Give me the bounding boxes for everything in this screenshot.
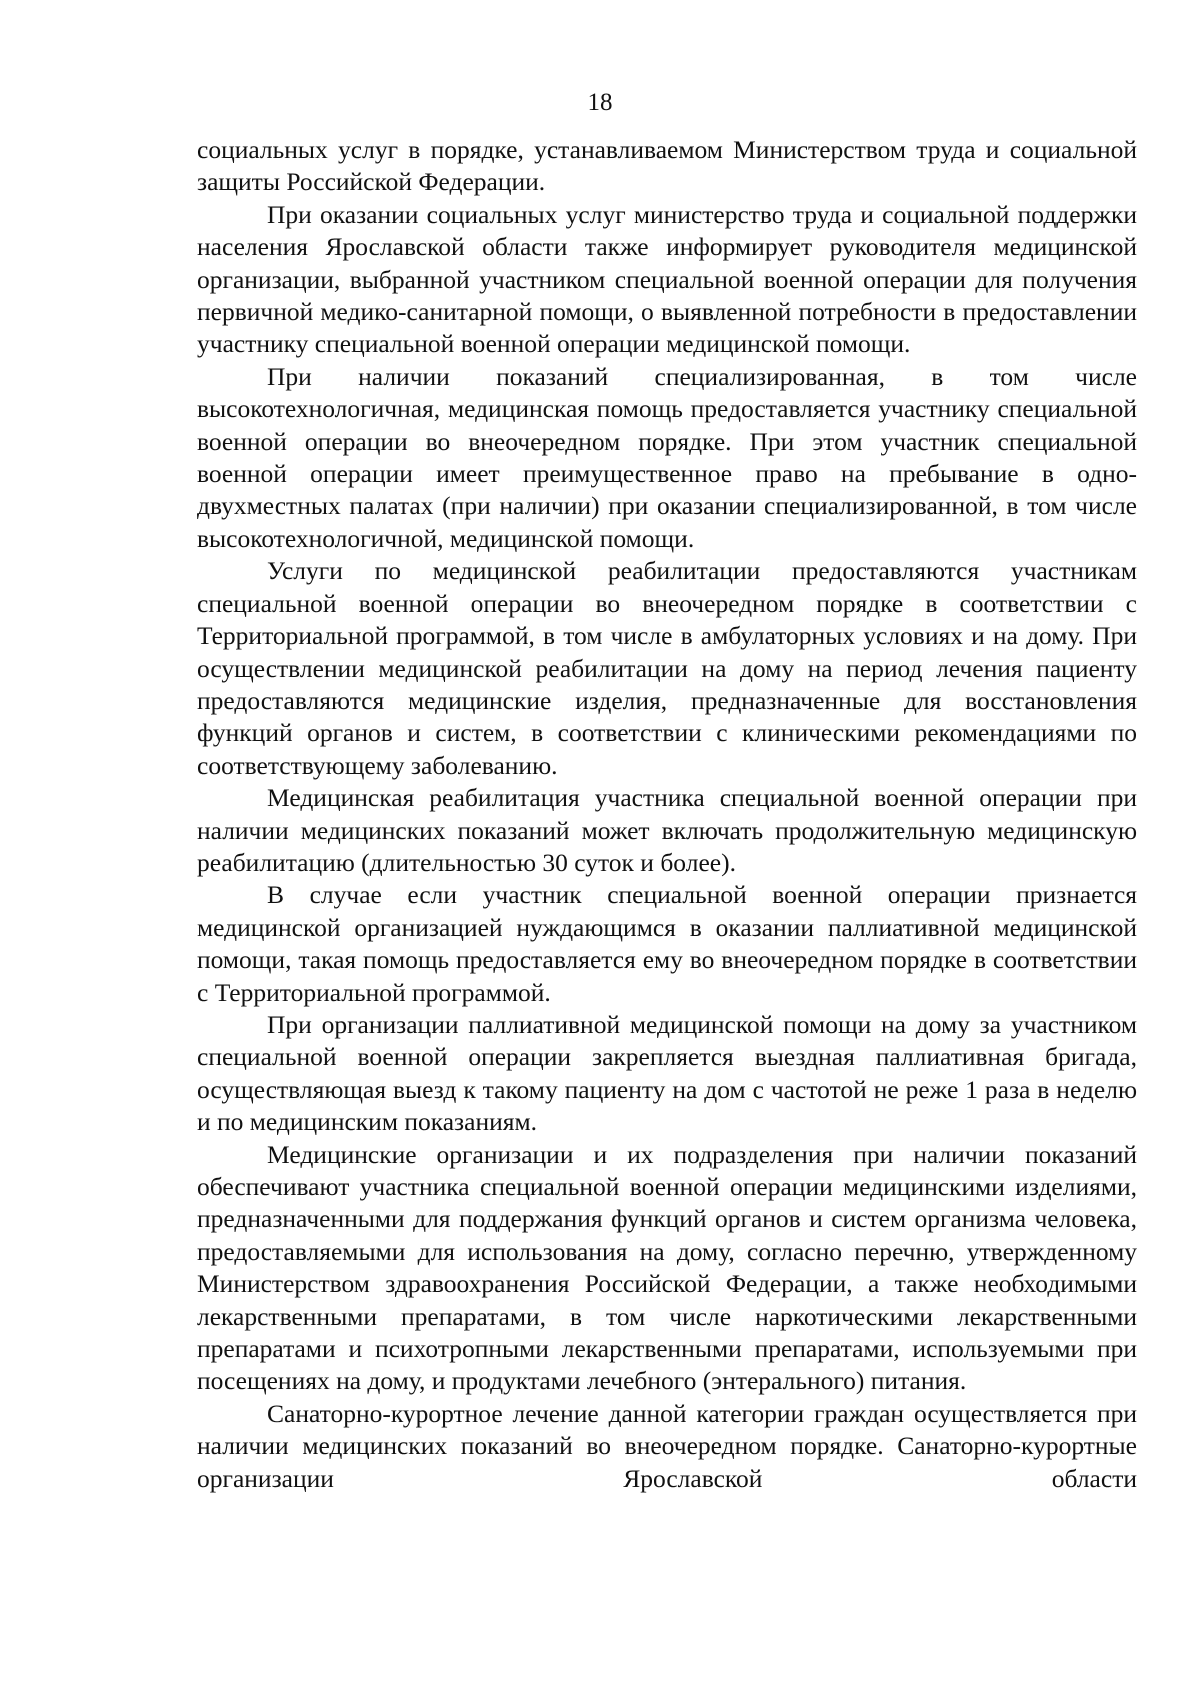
paragraph-rehabilitation-services: Услуги по медицинской реабилитации предоставляются участникам специальной военной операции во внеочередном порядке в соответствии с Территориальной программой, в том числе в амбулаторных условиях и на дому. При осуществлении медицинской реабилитации на дому на период лечения пациенту предоставляются медицинские изделия, предназначенные для восстановления функций органов и систем, в соответствии с клиническими рекомендациями по соответствующему заболеванию. <box>197 556 1137 780</box>
paragraph-palliative-home-team: При организации паллиативной медицинской помощи на дому за участником специальной военной операции закрепляется выездная паллиативная бригада, осуществляющая выезд к такому пациенту на дом с частотой не реже 1 раза в неделю и по медицинским показаниям. <box>197 1009 1137 1137</box>
paragraph-palliative-care: В случае если участник специальной военной операции признается медицинской организацией нуждающимся в оказании паллиативной медицинской помощи, такая помощь предоставляется ему во внеочередном порядке в соответствии с Территориальной программой. <box>197 880 1137 1007</box>
document-body <box>197 134 1137 1495</box>
paragraph-specialized-care: При наличии показаний специализированная, в том числе высокотехнологичная, медицинская помощь предоставляется участнику специальной военной операции во внеочередном порядке. При этом участник специальной военной операции имеет преимущественное право на пребывание в одно-двухместных палатах (при наличии) при оказании специализированной, в том числе высокотехнологичной, медицинской помощи. <box>197 361 1137 553</box>
paragraph-social-services-notification: При оказании социальных услуг министерство труда и социальной поддержки населения Ярославской области также информирует руководителя медицинской организации, выбранной участником специальной военной операции для получения первичной медико-санитарной помощи, о выявленной потребности в предоставлении участнику специальной военной операции медицинской помощи. <box>197 199 1137 359</box>
paragraph-sanatorium-treatment: Санаторно-курортное лечение данной категории граждан осуществляется при наличии медицинских показаний во внеочередном порядке. Санаторно-курортные организации Ярославской области <box>197 1398 1137 1493</box>
paragraph-extended-rehabilitation: Медицинская реабилитация участника специальной военной операции при наличии медицинских показаний может включать продолжительную медицинскую реабилитацию (длительностью 30 суток и более). <box>197 783 1137 877</box>
page-number: 18 <box>587 89 613 116</box>
paragraph-continuation: социальных услуг в порядке, устанавливаемом Министерством труда и социальной защиты Российской Федерации. <box>197 135 1137 197</box>
paragraph-medical-devices: Медицинские организации и их подразделения при наличии показаний обеспечивают участника специальной военной операции медицинскими изделиями, предназначенными для поддержания функций органов и систем организма человека, предоставляемыми для использования на дому, согласно перечню, утвержденному Министерством здравоохранения Российской Федерации, а также необходимыми лекарственными препаратами, в том числе наркотическими лекарственными препаратами и психотропными лекарственными препаратами, используемыми при посещениях на дому, и продуктами лечебного (энтерального) питания. <box>197 1139 1137 1396</box>
